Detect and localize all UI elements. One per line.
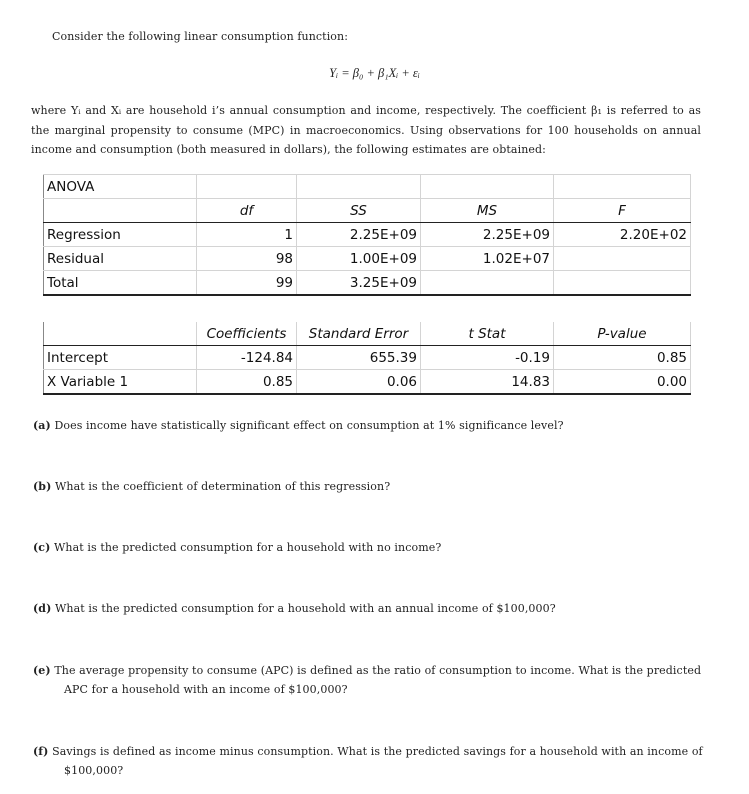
coef-header-coefficients: Coefficients	[197, 322, 297, 346]
anova-header-ms: MS	[421, 199, 554, 223]
consumption-equation: Yᵢ = β₀ + β₁Xᵢ + εᵢ	[329, 66, 420, 80]
cell-df: 98	[197, 247, 297, 271]
cell-t-stat: 14.83	[421, 370, 554, 395]
anova-row-total	[44, 271, 691, 296]
anova-header-ss: SS	[297, 199, 421, 223]
row-label: Total	[44, 271, 197, 296]
anova-row-regression	[44, 223, 691, 247]
question-label: (c)	[33, 541, 51, 554]
cell-df: 99	[197, 271, 297, 296]
cell-ss: 2.25E+09	[297, 223, 421, 247]
question-text: What is the predicted consumption for a household with an annual income of $100,000?	[55, 602, 556, 615]
cell-coefficient: 0.85	[197, 370, 297, 395]
question-label: (f)	[33, 745, 49, 758]
question-text: Savings is defined as income minus consumption. What is the predicted savings for a household with an income of $100,000?	[52, 745, 703, 777]
coefficients-table	[43, 322, 691, 395]
description-paragraph: where Yᵢ and Xᵢ are household i’s annual consumption and income, respectively. The coefficient β₁ is referred to as the marginal propensity to consume (MPC) in macroeconomics. Using observations for 100 households on annual income and consumption (both measured in dollars), the following estimates are obtained:	[31, 104, 701, 156]
row-label: Intercept	[44, 346, 197, 370]
anova-table	[43, 174, 691, 296]
cell-f	[554, 247, 691, 271]
coef-header-t-stat: t Stat	[421, 322, 554, 346]
cell-ms: 1.02E+07	[421, 247, 554, 271]
question-label: (b)	[33, 480, 52, 493]
question-text: What is the coefficient of determination of this regression?	[55, 480, 391, 493]
row-label: Regression	[44, 223, 197, 247]
question-f	[33, 742, 703, 780]
question-label: (e)	[33, 664, 51, 677]
coef-header-standard-error: Standard Error	[297, 322, 421, 346]
row-label: X Variable 1	[44, 370, 197, 395]
cell-ms: 2.25E+09	[421, 223, 554, 247]
cell-ms	[421, 271, 554, 296]
anova-header-row	[44, 199, 691, 223]
cell-ss: 1.00E+09	[297, 247, 421, 271]
cell-coefficient: -124.84	[197, 346, 297, 370]
cell-standard-error: 0.06	[297, 370, 421, 395]
anova-title-row	[44, 175, 691, 199]
question-text: Does income have statistically significant effect on consumption at 1% significance level?	[54, 419, 564, 432]
cell-standard-error: 655.39	[297, 346, 421, 370]
coef-header-p-value: P-value	[554, 322, 691, 346]
cell-ss: 3.25E+09	[297, 271, 421, 296]
anova-header-df: df	[197, 199, 297, 223]
question-e	[33, 661, 703, 699]
coef-row-x-variable	[44, 370, 691, 395]
intro-text: Consider the following linear consumption function:	[52, 30, 349, 43]
coef-row-intercept	[44, 346, 691, 370]
question-d	[33, 599, 703, 618]
cell-df: 1	[197, 223, 297, 247]
question-b	[33, 477, 703, 496]
question-label: (d)	[33, 602, 52, 615]
anova-title: ANOVA	[44, 175, 197, 199]
coef-header-row	[44, 322, 691, 346]
question-text: The average propensity to consume (APC) is defined as the ratio of consumption to income. What is the predicted APC for a household with an income of $100,000?	[54, 664, 702, 696]
anova-header-f: F	[554, 199, 691, 223]
question-a	[33, 416, 703, 435]
row-label: Residual	[44, 247, 197, 271]
cell-t-stat: -0.19	[421, 346, 554, 370]
cell-f	[554, 271, 691, 296]
anova-row-residual	[44, 247, 691, 271]
cell-p-value: 0.85	[554, 346, 691, 370]
cell-p-value: 0.00	[554, 370, 691, 395]
question-label: (a)	[33, 419, 51, 432]
question-c	[33, 538, 703, 557]
cell-f: 2.20E+02	[554, 223, 691, 247]
question-text: What is the predicted consumption for a household with no income?	[54, 541, 442, 554]
